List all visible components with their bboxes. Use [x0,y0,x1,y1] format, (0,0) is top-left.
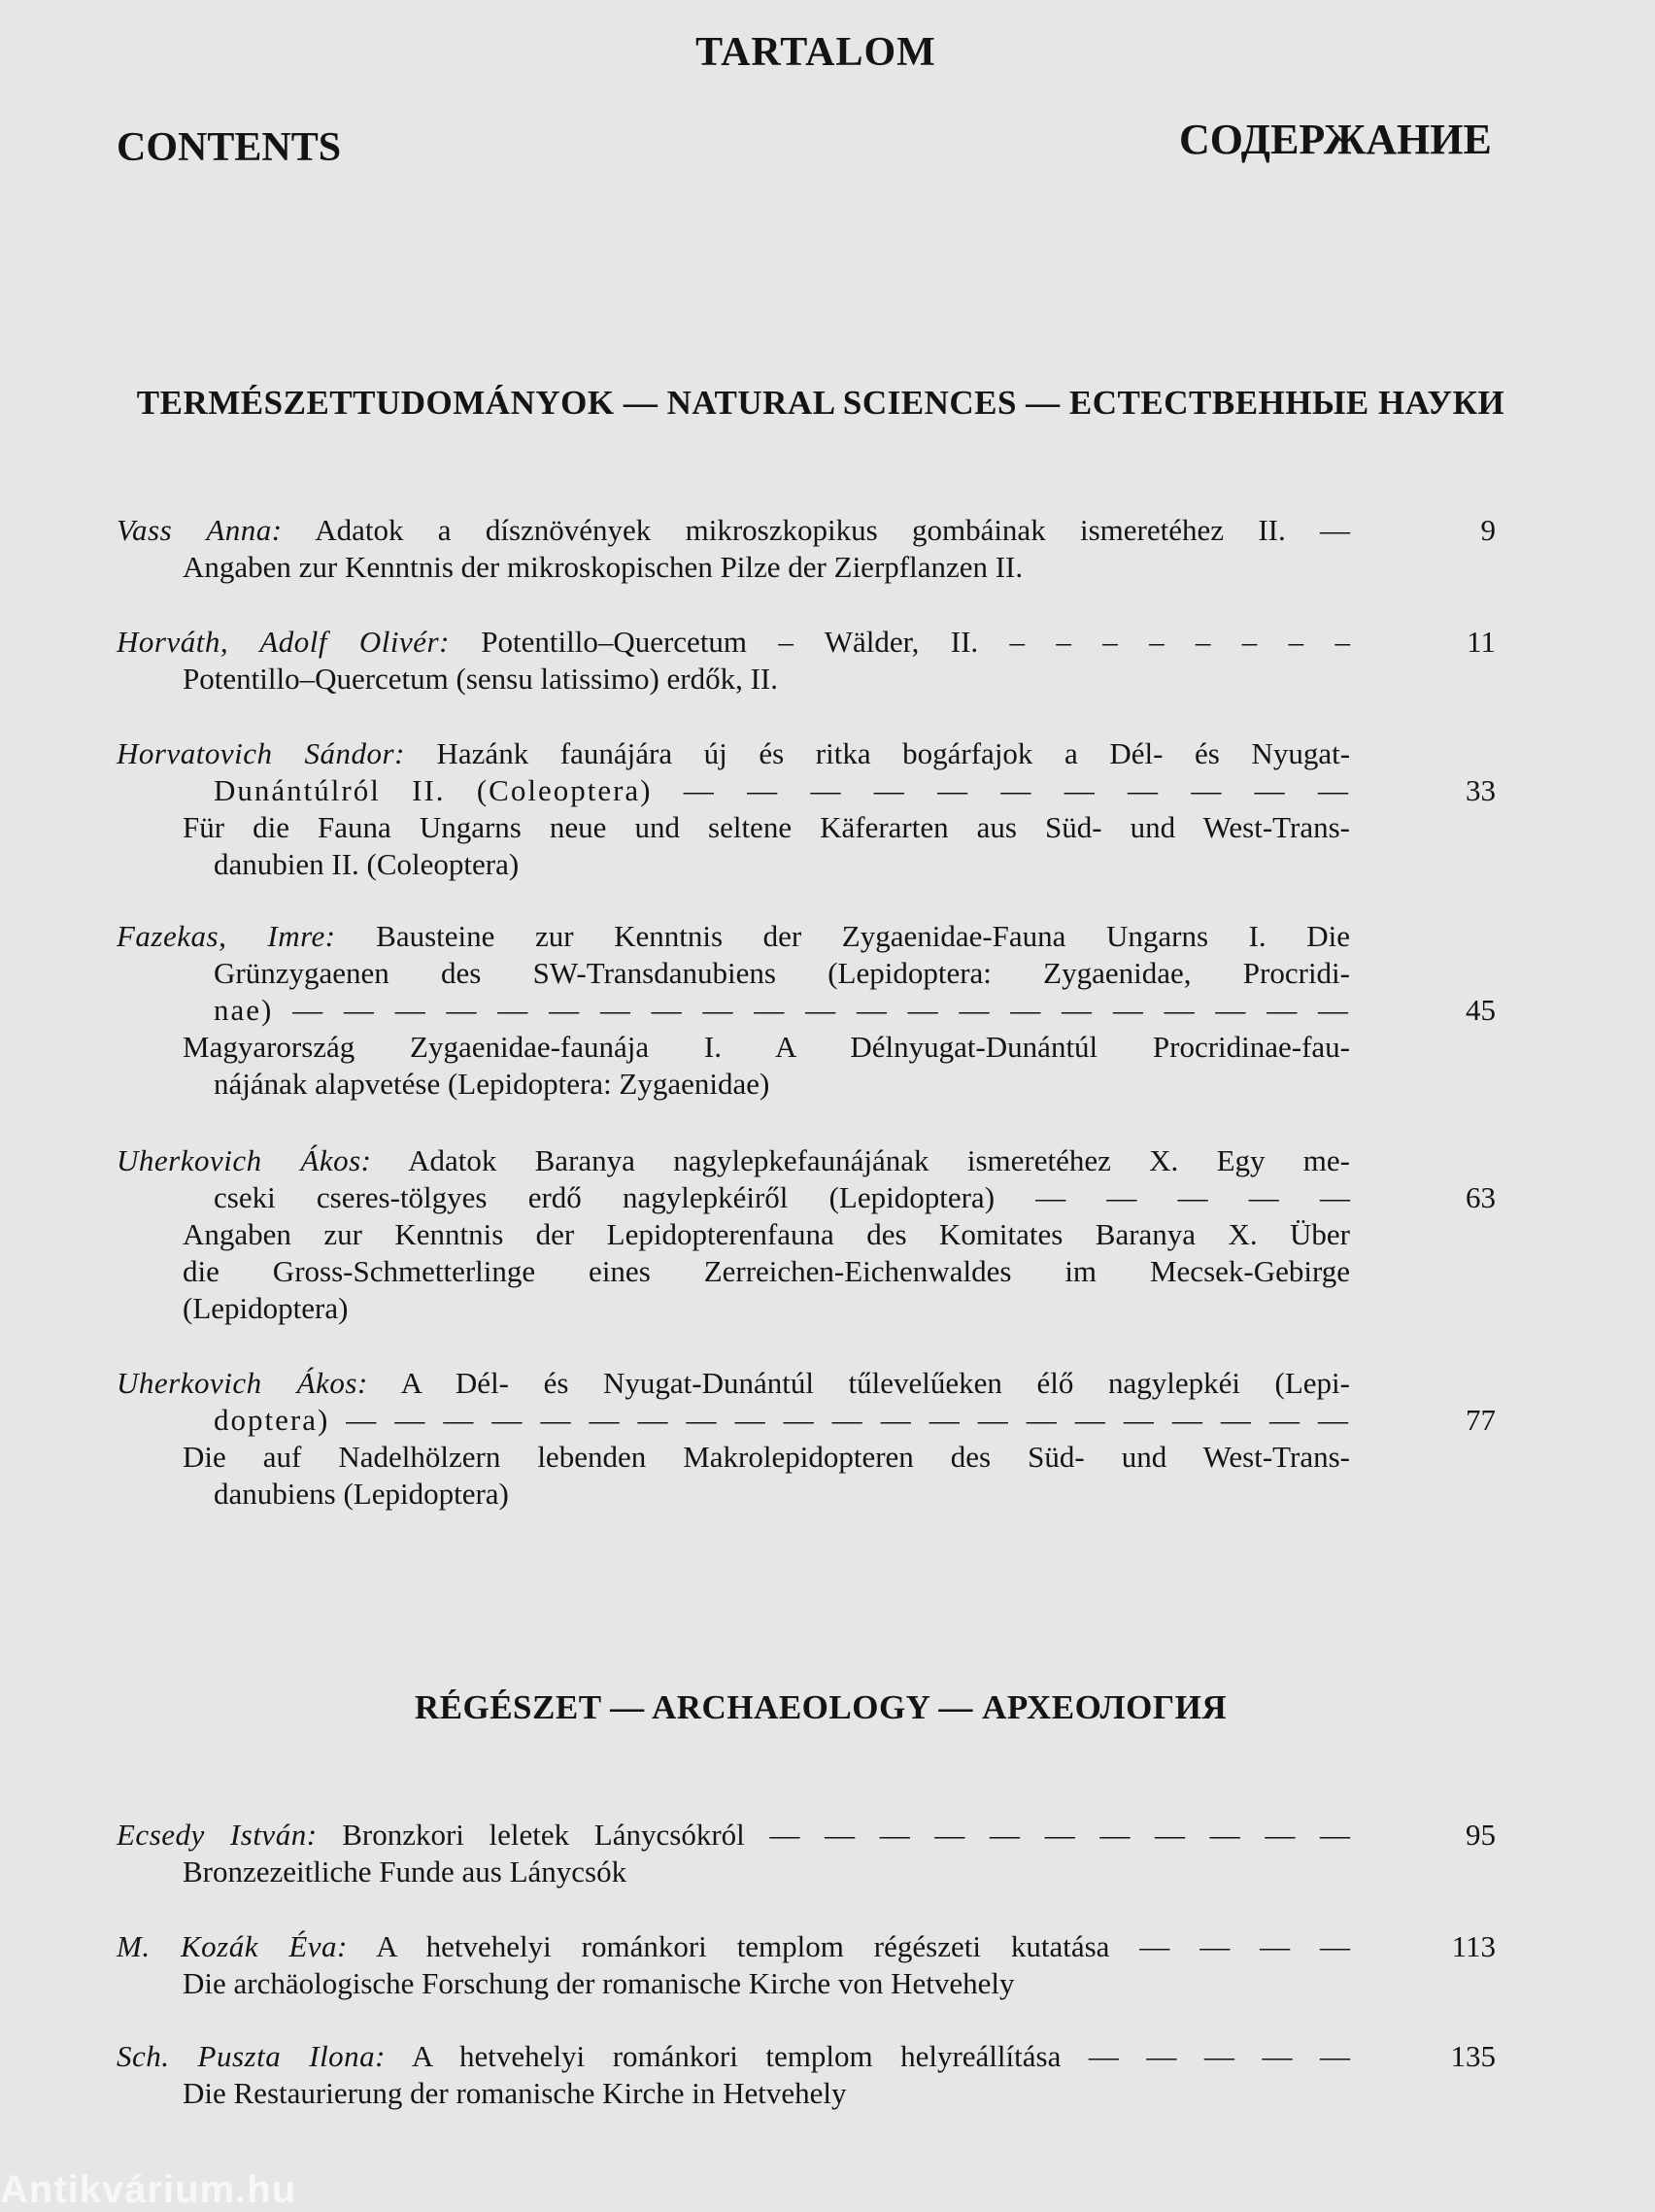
entry-author: Horváth, Adolf Olivér: [117,625,450,659]
section-heading-archaeology: RÉGÉSZET — ARCHAEOLOGY — АРХЕОЛОГИЯ [414,1688,1228,1726]
toc-entry [117,512,1496,586]
entry-title-de-line2: Grünzygaenen des SW-Transdanubiens (Lepidoptera: Zygaenidae, Procridi- [214,956,1350,990]
entry-title-de: Potentillo–Quercetum – Wälder, II. – – – – – – – – [481,625,1350,659]
entry-title-de-line1: Angaben zur Kenntnis der Lepidopterenfauna des Komitates Baranya X. Über [183,1217,1350,1251]
entry-author: Uherkovich Ákos: [117,1366,368,1400]
entry-page-number: 77 [1466,1403,1496,1437]
toc-entry [117,1817,1496,1890]
section-heading-natural-sciences: TERMÉSZETTUDOMÁNYOK — NATURAL SCIENCES — ЕСТЕСТВЕННЫЕ НАУКИ [136,384,1505,422]
entry-title-de-line2: die Gross-Schmetterlinge eines Zerreichen-Eichenwaldes im Mecsek-Gebirge [183,1254,1350,1288]
entry-page-number: 95 [1466,1818,1496,1852]
entry-author: M. Kozák Éva: [117,1929,348,1963]
entry-title-hu-line2: cseki cseres-tölgyes erdő nagylepkéiről (Lepidoptera) — — — — — [214,1180,1350,1214]
entry-title-hu-line2: nájának alapvetése (Lepidoptera: Zygaenidae) [214,1067,770,1101]
title-tartalom: TARTALOM [695,30,936,75]
entry-title-de-line3: (Lepidoptera) [183,1291,349,1325]
entry-title-hu-line2: doptera) — — — — — — — — — — — — — — — — — — — — — [214,1403,1350,1437]
toc-entry [117,1365,1496,1513]
entry-page-number: 135 [1450,2039,1496,2073]
entry-title-hu-line1: Hazánk faunájára új és ritka bogárfajok a Dél- és Nyugat- [436,736,1351,770]
title-contents: CONTENTS [117,125,342,170]
entry-title-de-line1: Für die Fauna Ungarns neue und seltene Käferarten aus Süd- und West-Trans- [183,810,1350,844]
entry-title-de-line2: danubiens (Lepidoptera) [214,1477,509,1511]
entry-title-hu-line1: Adatok Baranya nagylepkefaunájának ismeretéhez X. Egy me- [408,1143,1351,1177]
entry-page-number: 11 [1467,625,1496,659]
entry-author: Sch. Puszta Ilona: [117,2039,387,2073]
toc-entry [117,624,1496,698]
toc-entry [117,735,1496,883]
entry-title-hu: A hetvehelyi románkori templom régészeti kutatása — — — — [376,1929,1350,1963]
entry-author: Ecsedy István: [117,1818,318,1852]
entry-author: Uherkovich Ákos: [117,1143,372,1177]
title-soderzhanie: СОДЕРЖАНИЕ [1179,116,1492,163]
toc-entry [117,918,1496,1103]
entry-title-hu-line1: A Dél- és Nyugat-Dunántúl tűlevelűeken élő nagylepkéi (Lepi- [400,1366,1350,1400]
entry-page-number: 113 [1451,1929,1496,1963]
entry-title-de-line1: Bausteine zur Kenntnis der Zygaenidae-Fauna Ungarns I. Die [376,919,1350,953]
entry-author: Horvatovich Sándor: [117,736,405,770]
toc-entry [117,1142,1496,1327]
entry-title-hu-line2: Dunántúlról II. (Coleoptera) — — — — — — — — — — — [214,773,1350,807]
entry-title-hu: Adatok a dísznövények mikroszkopikus gombáinak ismeretéhez II. — [315,513,1351,547]
entry-title-de-line3: nae) — — — — — — — — — — — — — — — — — — — — — [214,993,1350,1027]
entry-page-number: 45 [1466,993,1496,1027]
toc-entry [117,2038,1496,2112]
entry-title-de: Bronzezeitliche Funde aus Lánycsók [183,1855,627,1889]
entry-page-number: 9 [1480,513,1496,547]
entry-title-hu: A hetvehelyi románkori templom helyreállítása — — — — — [411,2039,1350,2073]
entry-title-de: Die Restaurierung der romanische Kirche in Hetvehely [183,2076,847,2110]
entry-page-number: 33 [1466,773,1496,807]
entry-author: Fazekas, Imre: [117,919,336,953]
entry-title-hu: Bronzkori leletek Lánycsókról — — — — — — — — — — — [342,1818,1350,1852]
entry-title-de-line2: danubien II. (Coleoptera) [214,847,520,881]
entry-title-de: Angaben zur Kenntnis der mikroskopischen Pilze der Zierpflanzen II. [183,550,1024,584]
watermark: Antikvárium.hu [0,2168,297,2211]
entry-title-de: Die archäologische Forschung der romanische Kirche von Hetvehely [183,1966,1015,2000]
entry-title-hu-line1: Magyarország Zygaenidae-faunája I. A Délnyugat-Dunántúl Procridinae-fau- [183,1030,1350,1064]
entry-title-hu: Potentillo–Quercetum (sensu latissimo) erdők, II. [183,662,778,696]
toc-entry [117,1928,1496,2002]
entry-title-de-line1: Die auf Nadelhölzern lebenden Makrolepidopteren des Süd- und West-Trans- [183,1440,1350,1474]
entry-page-number: 63 [1466,1180,1496,1214]
entry-author: Vass Anna: [117,513,283,547]
